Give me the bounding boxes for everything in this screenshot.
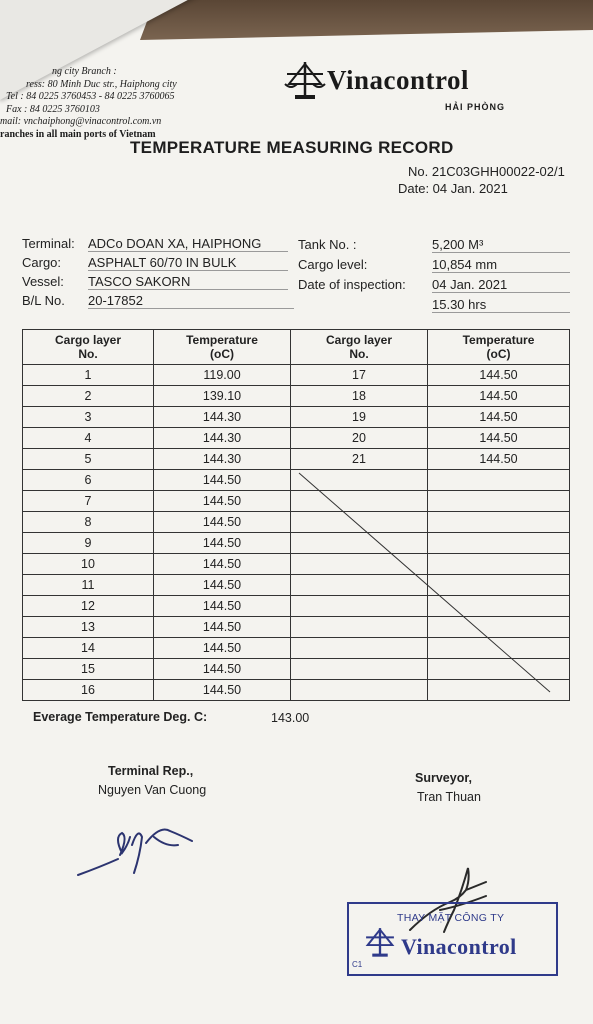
cell-layer-no: 1	[23, 365, 154, 386]
branch-line: mail: vnchaiphong@vinacontrol.com.vn	[0, 116, 162, 127]
cell-layer-no: 18	[291, 386, 428, 407]
terminal-value: ADCo DOAN XA, HAIPHONG	[88, 236, 288, 252]
cell-temperature: 144.30	[154, 407, 291, 428]
header-cargo-layer: Cargo layer No.	[23, 330, 154, 365]
cell-temperature: 144.50	[154, 575, 291, 596]
cell-temperature: 144.50	[154, 491, 291, 512]
cell-temperature: 144.50	[154, 617, 291, 638]
cell-layer-no: 10	[23, 554, 154, 575]
cell-layer-no: 14	[23, 638, 154, 659]
bl-label: B/L No.	[22, 293, 65, 308]
company-stamp	[347, 902, 558, 976]
cell-layer-no: 9	[23, 533, 154, 554]
cell-temperature: 144.50	[154, 554, 291, 575]
cargo-label: Cargo:	[22, 255, 62, 270]
cell-layer-no: 21	[291, 449, 428, 470]
header-cargo-layer: Cargo layer No.	[291, 330, 428, 365]
terminal-signature	[70, 815, 200, 885]
branch-line: ress: 80 Minh Duc str., Haiphong city	[26, 78, 177, 90]
cell-temperature: 144.50	[154, 533, 291, 554]
cell-temperature: 144.30	[154, 449, 291, 470]
cell-temperature: 119.00	[154, 365, 291, 386]
vessel-value: TASCO SAKORN	[88, 274, 288, 290]
terminal-label: Terminal:	[22, 236, 75, 251]
header-temperature: Temperature (oC)	[154, 330, 291, 365]
average-label: Everage Temperature Deg. C:	[33, 710, 208, 724]
cell-temperature: 139.10	[154, 386, 291, 407]
cell-temperature: 144.50	[154, 596, 291, 617]
inspection-date: 04 Jan. 2021	[432, 277, 570, 293]
logo-subtitle: HẢI PHÒNG	[445, 102, 506, 112]
vessel-label: Vessel:	[22, 274, 64, 289]
logo-text: Vinacontrol	[327, 64, 470, 95]
cell-layer-no: 2	[23, 386, 154, 407]
cell-temperature: 144.50	[154, 638, 291, 659]
cell-temperature: 144.50	[428, 428, 570, 449]
cell-temperature: 144.50	[428, 365, 570, 386]
cell-temperature: 144.50	[154, 512, 291, 533]
cell-temperature: 144.50	[154, 470, 291, 491]
cell-layer-no: 19	[291, 407, 428, 428]
page-title: TEMPERATURE MEASURING RECORD	[130, 138, 454, 157]
branch-line: Fax : 84 0225 3760103	[6, 103, 100, 115]
cell-layer-no: 3	[23, 407, 154, 428]
stamp-logo-text: Vinacontrol	[401, 934, 517, 959]
cell-layer-no: 4	[23, 428, 154, 449]
average-value: 143.00	[271, 711, 310, 725]
tank-value: 5,200 M³	[432, 237, 570, 253]
terminal-rep-name: Nguyen Van Cuong	[98, 783, 207, 797]
cell-layer-no: 8	[23, 512, 154, 533]
cell-layer-no: 5	[23, 449, 154, 470]
bl-value: 20-17852	[88, 293, 294, 309]
stamp-code: C1	[352, 960, 363, 969]
inspection-time: 15.30 hrs	[432, 297, 570, 313]
header-temperature: Temperature (oC)	[428, 330, 570, 365]
cell-layer-no: 20	[291, 428, 428, 449]
cargo-value: ASPHALT 60/70 IN BULK	[88, 255, 288, 271]
cell-temperature: 144.50	[154, 680, 291, 701]
cell-temperature: 144.50	[428, 449, 570, 470]
cell-layer-no: 13	[23, 617, 154, 638]
cargo-level-label: Cargo level:	[298, 257, 368, 272]
branch-line: Tel : 84 0225 3760453 - 84 0225 3760065	[6, 91, 175, 102]
cell-layer-no: 6	[23, 470, 154, 491]
surveyor-role: Surveyor,	[415, 771, 472, 785]
document-date: Date: 04 Jan. 2021	[398, 181, 508, 196]
document-number: No. 21C03GHH00022-02/1	[408, 164, 565, 179]
branch-line: ng city Branch :	[52, 66, 117, 77]
terminal-rep-role: Terminal Rep.,	[108, 764, 194, 778]
cell-layer-no: 12	[23, 596, 154, 617]
cell-temperature: 144.50	[428, 386, 570, 407]
cell-layer-no: 7	[23, 491, 154, 512]
tank-label: Tank No. :	[298, 237, 357, 252]
cell-layer-no: 17	[291, 365, 428, 386]
stamp-top-text: THAY MẶT CÔNG TY	[397, 912, 505, 924]
cell-temperature: 144.30	[154, 428, 291, 449]
cell-layer-no: 11	[23, 575, 154, 596]
cargo-level-value: 10,854 mm	[432, 257, 570, 273]
cell-layer-no: 16	[23, 680, 154, 701]
cell-temperature: 144.50	[154, 659, 291, 680]
cell-temperature: 144.50	[428, 407, 570, 428]
branch-line: ranches in all main ports of Vietnam	[0, 128, 156, 140]
surveyor-name: Tran Thuan	[417, 790, 481, 804]
cell-layer-no: 15	[23, 659, 154, 680]
inspection-label: Date of inspection:	[298, 277, 406, 292]
stamp-scales-icon	[363, 926, 397, 958]
